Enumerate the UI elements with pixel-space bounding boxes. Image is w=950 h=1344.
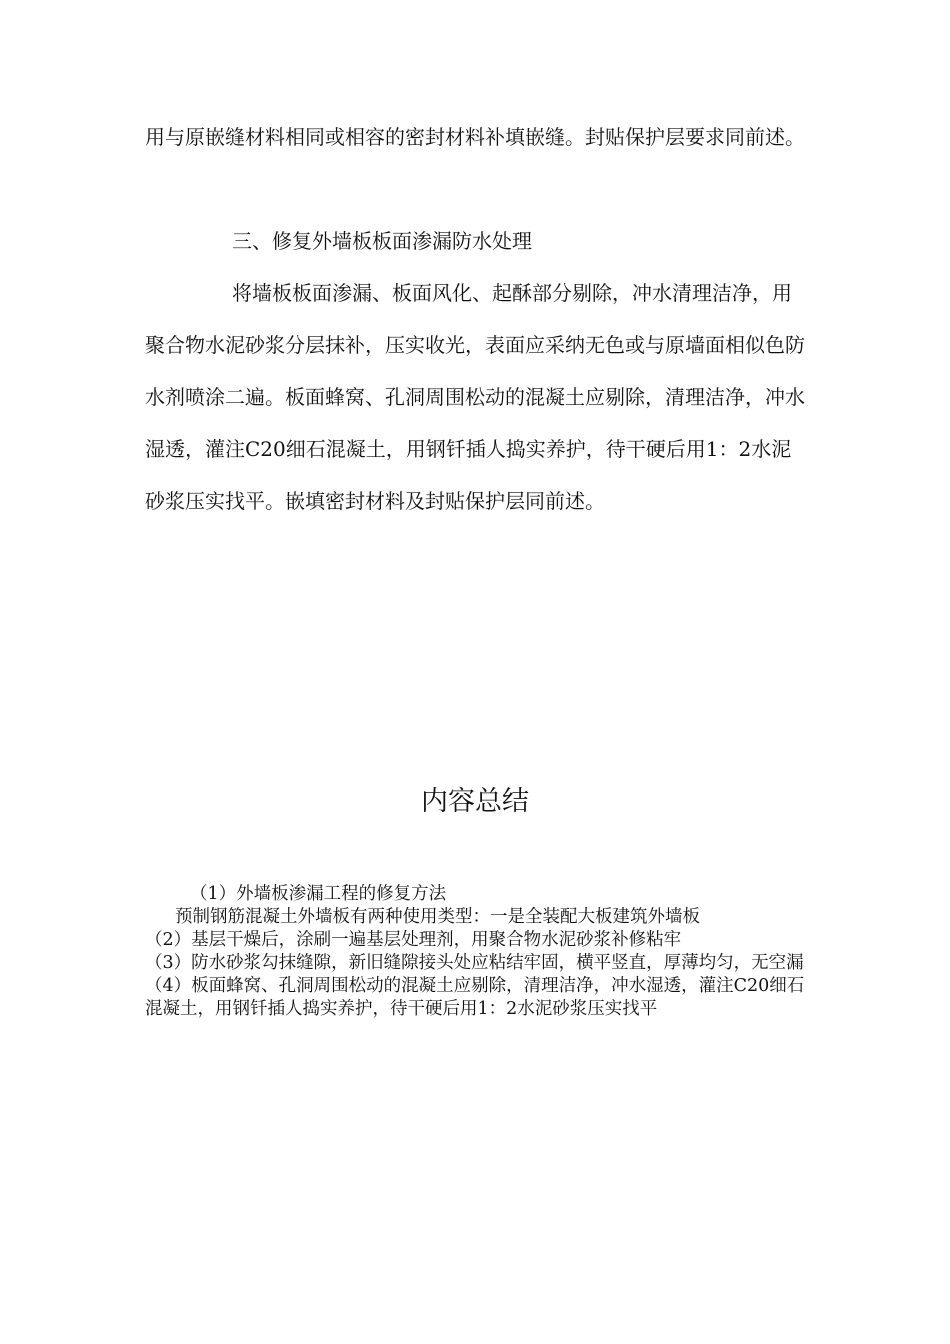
section-heading: 三、修复外墙板板面渗漏防水处理 [232, 229, 532, 253]
summary-item: （4）板面蜂窝、孔洞周围松动的混凝土应剔除，清理洁净，冲水湿透，灌注C20细石混凝土，用钢钎插人捣实养护，待干硬后用1：2水泥砂浆压实找平 [145, 976, 805, 1019]
paragraph-continuation: 用与原嵌缝材料相同或相容的密封材料补填嵌缝。封贴保护层要求同前述。 [145, 125, 805, 149]
summary-title: 内容总结 [421, 786, 529, 817]
summary-item: （2）基层干燥后，涂刷一遍基层处理剂，用聚合物水泥砂浆补修粘牢 [145, 930, 682, 950]
summary-item: （1）外墙板渗漏工程的修复方法 [190, 884, 447, 904]
summary-block [145, 883, 810, 1021]
summary-item: 预制钢筋混凝土外墙板有两种使用类型：一是全装配大板建筑外墙板 [175, 907, 700, 927]
summary-item: （3）防水砂浆勾抹缝隙，新旧缝隙接头处应粘结牢固，横平竖直，厚薄均匀，无空漏 [145, 953, 804, 973]
paragraph-main: 将墙板板面渗漏、板面风化、起酥部分剔除，冲水清理洁净，用聚合物水泥砂浆分层抹补，压实收光，表面应采纳无色或与原墙面相似色防水剂喷涂二遍。板面蜂窝、孔洞周围松动的混凝土应剔除，清理洁净，冲水湿透，灌注C20细石混凝土，用钢钎插人捣实养护，待干硬后用1：2水泥砂浆压实找平。嵌填密封材料及封贴保护层同前述。 [145, 281, 805, 513]
